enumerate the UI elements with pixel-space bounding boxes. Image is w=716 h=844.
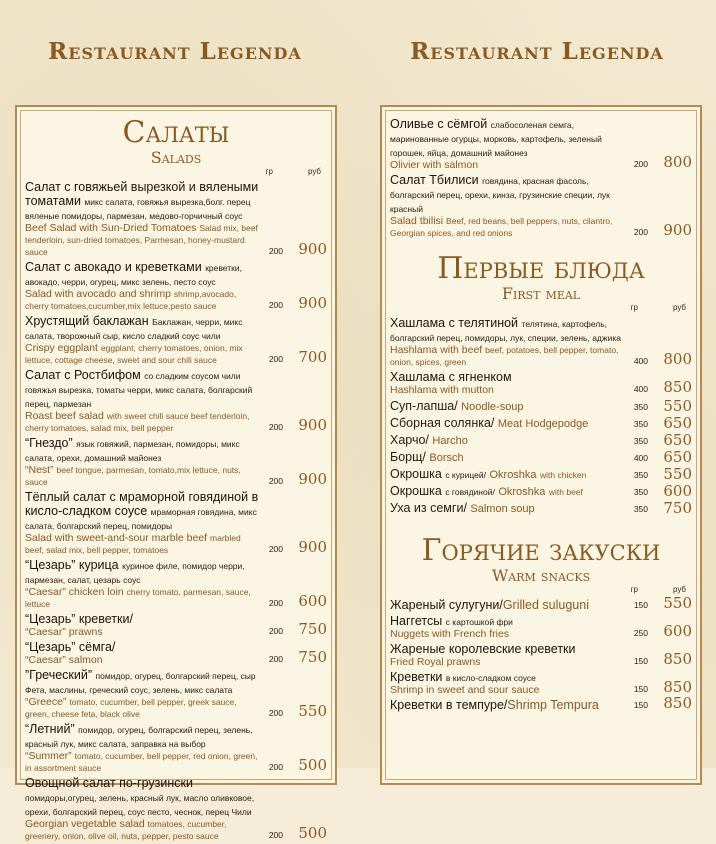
- menu-item: [390, 173, 692, 239]
- menu-item: [25, 260, 327, 312]
- item-title: Окрошка: [390, 467, 442, 481]
- units-header: [25, 167, 327, 180]
- item-grams: 200: [268, 544, 283, 554]
- hot-list: [390, 594, 692, 712]
- menu-panel-left: [15, 105, 337, 842]
- item-title-en: Salad with avocado and shrimp: [25, 288, 171, 300]
- item-price: 600: [663, 622, 692, 640]
- item-desc-en: beef tongue, parmesan, tomato,mix lettuce, nuts, sauce: [25, 465, 241, 487]
- units-header: [390, 585, 692, 598]
- item-desc-en: with sweet chili sauce beef tenderloin, cherry tomatoes, salad mix, bell pepper: [25, 411, 250, 433]
- unit-rub: руб: [672, 585, 686, 594]
- item-title-en: “Caesar” chicken loin: [25, 586, 124, 598]
- item-title: ”Греческий”: [25, 668, 93, 682]
- item-name-en: [390, 384, 624, 396]
- item-title: Креветки в темпуре/: [390, 698, 508, 712]
- item-name-en: [25, 750, 259, 774]
- item-title: Жареные королевские креветки: [390, 642, 576, 656]
- item-price: 850: [663, 650, 692, 668]
- item-title: “Цезарь” сёмга/: [25, 640, 116, 654]
- item-desc-ru: телятина, картофель, болгарский перец, помидоры, лук, специи, зелень, аджика: [390, 319, 621, 343]
- menu-line-item: [390, 466, 692, 483]
- menu-item: [25, 668, 327, 720]
- item-title: Салат с авокадо и креветками: [25, 260, 202, 274]
- item-sub-ru: с говядиной/: [445, 487, 495, 497]
- item-title-en: Salad tbilisi: [390, 215, 444, 227]
- item-grams: 200: [633, 159, 648, 169]
- menu-item: [390, 117, 692, 171]
- item-title-en: Crispy eggplant: [25, 342, 98, 354]
- menu-item: [390, 642, 692, 668]
- item-grams: 400: [633, 453, 648, 463]
- first-big-list: [390, 316, 692, 396]
- item-price: 500: [298, 824, 327, 842]
- item-title: Наггетсы: [390, 614, 443, 628]
- item-price: 700: [298, 348, 327, 366]
- item-name-ru: [390, 370, 624, 384]
- section-title-en: First meal: [501, 284, 581, 303]
- item-desc-ru: говядина, красная фасоль, болгарский перец, орехи, кинза, грузинские специи, лук красный: [390, 176, 610, 214]
- item-grams: 200: [268, 762, 283, 772]
- item-grams: 200: [268, 300, 283, 310]
- item-title-en: Okroshka: [489, 469, 537, 481]
- item-price: 650: [663, 414, 692, 432]
- item-title: Тёплый салат с мраморной говядиной в кисло-сладком соусе: [25, 490, 259, 518]
- item-name-en: [25, 222, 259, 258]
- item-grams: 200: [268, 708, 283, 718]
- item-desc-ru: Баклажан, черри, микс салата, творожный сыр, кисло сладкий соус чили: [25, 317, 243, 341]
- item-title: Креветки: [390, 670, 443, 684]
- unit-rub: руб: [307, 167, 321, 176]
- item-grams: 200: [268, 654, 283, 664]
- item-desc-en: eggplant, cherry tomatoes, onion, mix lettuce, cottage cheese, sweet and sour chili sauce: [25, 343, 243, 365]
- item-grams: 150: [633, 656, 648, 666]
- item-grams: 350: [633, 470, 648, 480]
- item-name-en: [390, 215, 624, 239]
- item-grams: 150: [633, 684, 648, 694]
- item-title: Уха из семги/: [390, 501, 467, 515]
- item-price: 650: [663, 448, 692, 466]
- item-title: Жареный сулугуни/: [390, 598, 503, 612]
- item-title: Хрустящий баклажан: [25, 314, 149, 328]
- item-price: 800: [663, 350, 692, 368]
- menu-item: [25, 314, 327, 366]
- item-grams: 250: [633, 628, 648, 638]
- item-title: Борщ/: [390, 450, 426, 464]
- item-name-ru: [390, 614, 624, 628]
- item-desc-en: Salad mix, beef tenderloin, sun-dried tomatoes, Parmesan, honey-mustard sauce: [25, 223, 258, 257]
- item-price: 900: [663, 221, 692, 239]
- item-name-en: [25, 586, 259, 610]
- item-desc-ru: помидор, огурец, болгарский перец, сыр Фета, маслины, греческий соус, зелень, микс салата: [25, 671, 256, 695]
- unit-grams: гр: [265, 167, 273, 176]
- unit-rub: руб: [672, 303, 686, 312]
- item-name-en: [390, 344, 624, 368]
- item-name-ru: [25, 260, 259, 288]
- item-title: Харчо/: [390, 433, 429, 447]
- item-price: 650: [663, 431, 692, 449]
- item-title: “Цезарь” курица: [25, 558, 119, 572]
- item-grams: 200: [633, 227, 648, 237]
- item-desc-en: tomatoes, cucumber, greenery, onion, olive oil, nuts, pepper, pesto sauce: [25, 819, 227, 841]
- menu-item: [25, 776, 327, 842]
- item-name-ru: [390, 173, 624, 215]
- item-grams: 150: [633, 600, 648, 610]
- item-desc-ru: слабосоленая семга, маринованные огурцы, морковь, картофель, зеленый горошек, яйца, домашний майонез: [390, 120, 602, 158]
- menu-item: [25, 640, 327, 666]
- item-title-en: “Caesar” prawns: [25, 626, 103, 638]
- item-title-en: Salmon soup: [470, 503, 535, 515]
- item-grams: 150: [633, 700, 648, 710]
- item-name-ru: [25, 668, 259, 696]
- section-first: [390, 253, 692, 303]
- item-title: “Цезарь” креветки/: [25, 612, 133, 626]
- item-price: 750: [298, 620, 327, 638]
- item-name-en: [25, 464, 259, 488]
- item-title-en: Fried Royal prawns: [390, 656, 481, 668]
- item-desc-ru: со сладким соусом чили говяжья вырезка, томаты черри, микс салата, болгарский перец, пармезан: [25, 371, 253, 409]
- item-title-en: Georgian vegetable salad: [25, 818, 145, 830]
- menu-item: [390, 694, 692, 712]
- item-grams: 350: [633, 419, 648, 429]
- item-grams: 200: [268, 354, 283, 364]
- menu-item: [25, 436, 327, 488]
- section-title-en: Salads: [150, 148, 202, 167]
- item-grams: 400: [633, 384, 648, 394]
- item-name-en: [25, 288, 259, 312]
- brand-title-left: Restaurant Legenda: [48, 38, 302, 65]
- item-title-en: Hashlama with beef: [390, 344, 483, 356]
- item-sub-ru: с курицей/: [445, 470, 486, 480]
- item-title: Хашлама с ягненком: [390, 370, 512, 384]
- menu-line-item: [390, 500, 692, 517]
- item-title-en: “Summer”: [25, 750, 72, 762]
- item-grams: 200: [268, 598, 283, 608]
- item-price: 750: [298, 648, 327, 666]
- item-price: 850: [663, 694, 692, 712]
- units-header: [390, 303, 692, 316]
- item-title-en: Okroshka: [498, 486, 546, 498]
- item-name-ru: [390, 670, 624, 684]
- item-title-en: Meat Hodgepodge: [497, 418, 589, 430]
- item-desc-en: cherry tomato, parmesan, sauce, lettuce: [25, 587, 251, 609]
- item-name-en: [25, 654, 259, 666]
- item-name-ru: [390, 698, 624, 712]
- item-title: Салат Тбилиси: [390, 173, 479, 187]
- item-name-en: [390, 159, 624, 171]
- item-price: 600: [298, 592, 327, 610]
- item-title: Хашлама с телятиной: [390, 316, 519, 330]
- item-name-ru: [25, 640, 259, 654]
- section-title-ru: Горячие закуски: [421, 533, 661, 568]
- menu-item: [390, 614, 692, 640]
- item-desc-ru: помидоры,огурец, зелень, красный лук, масло оливковое, орехи, болгарский перец, соус песто, чеснок, перец Чили: [25, 793, 255, 817]
- item-title: Окрошка: [390, 484, 442, 498]
- item-price: 900: [298, 240, 327, 258]
- item-price: 550: [663, 465, 692, 483]
- item-price: 550: [663, 594, 692, 612]
- menu-item: [390, 316, 692, 368]
- item-price: 550: [663, 397, 692, 415]
- item-title-en: Salad with sweet-and-sour marble beef: [25, 532, 208, 544]
- item-name-en: [25, 626, 259, 638]
- item-title: Оливье с сёмгой: [390, 117, 488, 131]
- item-title-en: Grilled suluguni: [502, 598, 589, 612]
- item-name-ru: [25, 776, 259, 818]
- item-grams: 200: [268, 246, 283, 256]
- menu-line-item: [390, 415, 692, 432]
- item-name-en: [25, 410, 259, 434]
- item-grams: 400: [633, 356, 648, 366]
- item-desc-en: tomato, cucumber, bell pepper, greek sauce, green, cheese feta, black olive: [25, 697, 237, 719]
- item-title: Салат с говяжьей вырезкой и вялеными томатами: [25, 180, 259, 208]
- item-title-en: Borsch: [429, 452, 464, 464]
- item-price: 900: [298, 416, 327, 434]
- item-name-en: [25, 818, 259, 842]
- brand-title-right: Restaurant Legenda: [410, 38, 664, 65]
- item-price: 600: [663, 482, 692, 500]
- item-title: Салат с Ростбифом: [25, 368, 141, 382]
- item-title-en: Olivier with salmon: [390, 159, 479, 171]
- menu-item: [25, 180, 327, 258]
- item-name-ru: [390, 316, 624, 344]
- item-price: 500: [298, 756, 327, 774]
- item-name-ru: [25, 722, 259, 750]
- item-name-en: [25, 532, 259, 556]
- item-name-ru: [25, 180, 259, 222]
- first-lines-list: [390, 398, 692, 517]
- item-name-ru: [25, 490, 259, 532]
- item-name-ru: [25, 558, 259, 586]
- section-title-en: Warm snacks: [491, 566, 591, 585]
- menu-item: [390, 670, 692, 696]
- item-sub-en: with chicken: [540, 470, 587, 480]
- item-price: 750: [663, 499, 692, 517]
- item-grams: 200: [268, 830, 283, 840]
- section-title-ru: Салаты: [122, 115, 230, 150]
- item-desc-en: Beef, red beans, bell peppers, nuts, cilantro, Georgian spices, and red onions: [390, 216, 613, 238]
- unit-grams: гр: [630, 585, 638, 594]
- item-price: 900: [298, 470, 327, 488]
- menu-line-item: [390, 398, 692, 415]
- menu-line-item: [390, 432, 692, 449]
- item-desc-ru: мраморная говядина, микс салата, болгарский перец, помидоры: [25, 507, 257, 531]
- item-name-en: [25, 696, 259, 720]
- menu-line-item: [390, 483, 692, 500]
- item-title-en: Shrimp in sweet and sour sauce: [390, 684, 540, 696]
- salads-list: [25, 180, 327, 842]
- item-grams: 350: [633, 402, 648, 412]
- item-price: 550: [298, 702, 327, 720]
- item-price: 900: [298, 538, 327, 556]
- item-title-en: “Caesar” salmon: [25, 654, 103, 666]
- menu-line-item: [390, 449, 692, 466]
- menu-item: [25, 722, 327, 774]
- item-desc-en: tomato, cucumber, bell pepper, red onion, green, in assortment sauce: [25, 751, 258, 773]
- item-grams: 200: [268, 626, 283, 636]
- item-title-en: Shrimp Tempura: [507, 698, 599, 712]
- item-grams: 200: [268, 422, 283, 432]
- menu-item: [25, 612, 327, 638]
- item-price: 850: [663, 378, 692, 396]
- item-desc-en: beef, potatoes, bell pepper, tomato, onion, spices, green: [390, 345, 619, 367]
- item-title-en: Roast beef salad: [25, 410, 104, 422]
- item-title-en: Beef Salad with Sun-Dried Tomatoes: [25, 222, 197, 234]
- menu-item: [25, 368, 327, 434]
- item-title-en: Hashlama with mutton: [390, 384, 494, 396]
- item-name-ru: [25, 368, 259, 410]
- item-title-en: Harcho: [432, 435, 468, 447]
- item-sub-en: with beef: [548, 487, 583, 497]
- item-grams: 200: [268, 476, 283, 486]
- item-name-ru: [390, 642, 624, 656]
- item-price: 900: [298, 294, 327, 312]
- menu-item: [390, 370, 692, 396]
- section-salads: [25, 117, 327, 167]
- item-desc-ru: с картошкой фри: [445, 617, 513, 627]
- item-desc-ru: в кисло-сладком соусе: [445, 673, 536, 683]
- item-grams: 350: [633, 487, 648, 497]
- item-desc-ru: микс салата, говяжья вырезка,болг. перец вяленые помидоры, пармезан, медово-горчичный соус: [25, 197, 251, 221]
- item-desc-ru: куриное филе, помидор черри, пармезан, салат, цезарь соус: [25, 561, 245, 585]
- item-title: Суп-лапша/: [390, 399, 458, 413]
- item-name-en: [25, 342, 259, 366]
- menu-panel-right: [380, 105, 702, 785]
- item-grams: 350: [633, 436, 648, 446]
- item-title-en: Nuggets with French fries: [390, 628, 510, 640]
- menu-item: [25, 490, 327, 556]
- item-name-ru: [25, 436, 259, 464]
- item-grams: 350: [633, 504, 648, 514]
- item-desc-en: marbled beef, salad mix, bell pepper, tomatoes: [25, 533, 241, 555]
- item-desc-ru: помидор, огурец, болгарский перец, зелень, красный лук, микс салата, заправка на выбор: [25, 725, 253, 749]
- item-title: Сборная солянка/: [390, 416, 495, 430]
- item-price: 850: [663, 678, 692, 696]
- item-title: “Гнездо”: [25, 436, 73, 450]
- item-desc-en: shrimp,avocado, cherry tomatoes,cucumber,mix lettuce,pesto sauce: [25, 289, 237, 311]
- item-name-ru: [390, 117, 624, 159]
- item-title: “Летний”: [25, 722, 75, 736]
- item-title-en: “Greece”: [25, 696, 67, 708]
- item-title-en: “Nest”: [25, 464, 54, 476]
- item-name-ru: [390, 598, 624, 612]
- item-name-ru: [25, 314, 259, 342]
- menu-item: [25, 558, 327, 610]
- item-price: 800: [663, 153, 692, 171]
- unit-grams: гр: [630, 303, 638, 312]
- right-top-list: [390, 117, 692, 239]
- section-title-ru: Первые блюда: [437, 251, 645, 286]
- menu-item: [390, 594, 692, 612]
- item-desc-ru: язык говяжий, пармезан, помидоры, микс салата, орехи, домашний майонез: [25, 439, 240, 463]
- item-name-ru: [25, 612, 259, 626]
- item-title: Овощной салат по-грузински: [25, 776, 193, 790]
- item-title-en: Noodle-soup: [461, 401, 524, 413]
- item-desc-ru: креветки, авокадо, черри, огурец, микс зелень, песто соус: [25, 263, 242, 287]
- section-hot: [390, 535, 692, 585]
